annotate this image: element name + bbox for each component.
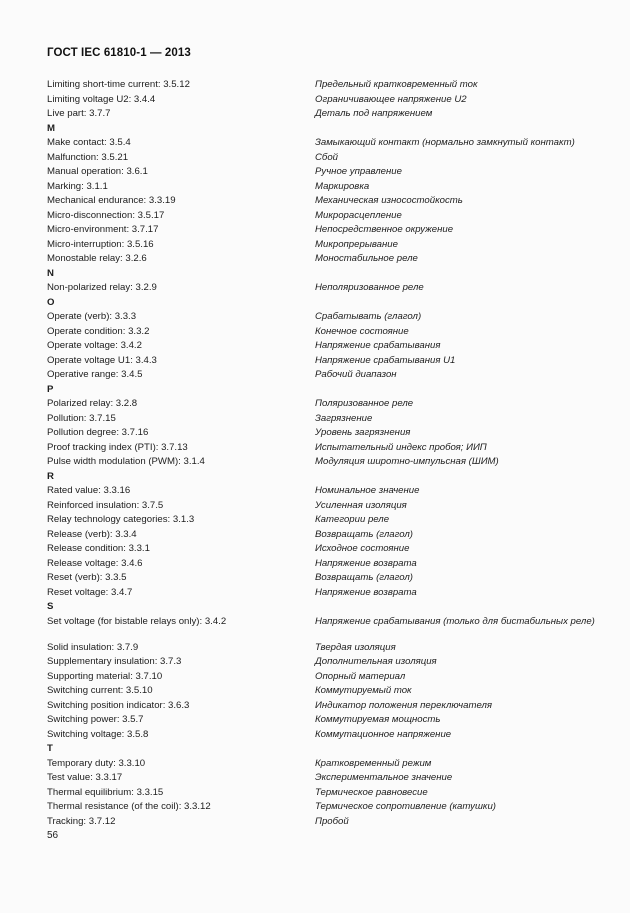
term-russian: Опорный материал <box>315 670 406 682</box>
index-entry <box>47 655 592 670</box>
section-letter: S <box>47 601 54 612</box>
term-russian: Конечное состояние <box>315 325 409 337</box>
term-russian: Механическая износостойкость <box>315 195 463 206</box>
term-russian: Коммутационное напряжение <box>315 728 452 740</box>
term-russian: Твердая изоляция <box>315 641 396 653</box>
term-russian: Исходное состояние <box>315 543 410 554</box>
index-entry <box>47 325 592 340</box>
term-russian: Ограничивающее напряжение U2 <box>315 93 467 105</box>
term-english: Marking: 3.1.1 <box>47 180 108 192</box>
term-russian: Категории реле <box>315 514 390 525</box>
term-english: Non-polarized relay: 3.2.9 <box>47 282 157 293</box>
term-english: Monostable relay: 3.2.6 <box>47 253 147 264</box>
index-entry <box>47 281 592 296</box>
term-russian: Предельный кратковременный ток <box>315 79 478 90</box>
section-letter: T <box>47 743 53 754</box>
index-entry <box>47 397 592 412</box>
index-entry <box>47 151 592 166</box>
term-english: Test value: 3.3.17 <box>47 772 123 783</box>
index-entry <box>47 499 592 514</box>
section-letter-row <box>47 383 592 398</box>
term-english: Malfunction: 3.5.21 <box>47 151 129 163</box>
term-english: Tracking: 3.7.12 <box>47 815 116 827</box>
term-english: Make contact: 3.5.4 <box>47 137 131 148</box>
term-english: Release voltage: 3.4.6 <box>47 557 143 569</box>
term-english: Switching voltage: 3.5.8 <box>47 728 149 740</box>
term-english: Operative range: 3.4.5 <box>47 369 143 380</box>
term-english: Switching power: 3.5.7 <box>47 714 144 725</box>
term-english: Operate voltage: 3.4.2 <box>47 340 142 351</box>
section-letter-row <box>47 267 592 282</box>
term-russian: Деталь под напряжением <box>315 108 433 119</box>
term-english: Proof tracking index (PTI): 3.7.13 <box>47 441 188 453</box>
term-russian: Напряжение возврата <box>315 557 417 569</box>
page-number: 56 <box>47 830 59 841</box>
term-russian: Микропрерывание <box>315 238 398 250</box>
term-russian: Рабочий диапазон <box>315 369 397 380</box>
index-entry <box>47 412 592 427</box>
index-entry <box>47 557 592 572</box>
index-entry <box>47 771 592 786</box>
term-english: Solid insulation: 3.7.9 <box>47 641 139 653</box>
term-english: Live part: 3.7.7 <box>47 108 111 119</box>
term-russian: Замыкающий контакт (нормально замкнутый контакт) <box>315 137 575 148</box>
index-entry <box>47 223 592 238</box>
term-english: Reinforced insulation: 3.7.5 <box>47 499 164 511</box>
index-entry <box>47 238 592 253</box>
term-english: Pollution degree: 3.7.16 <box>47 427 149 438</box>
term-russian: Уровень загрязнения <box>315 427 411 438</box>
section-letter: P <box>47 383 54 395</box>
term-english: Relay technology categories: 3.1.3 <box>47 514 195 525</box>
term-english: Rated value: 3.3.16 <box>47 485 131 496</box>
term-russian: Термическое равновесие <box>315 786 428 798</box>
term-russian: Сбой <box>315 151 338 163</box>
index-entry <box>47 252 592 267</box>
term-russian: Моностабильное реле <box>315 253 418 264</box>
term-english: Limiting voltage U2: 3.4.4 <box>47 93 156 105</box>
term-russian: Термическое сопротивление (катушки) <box>315 801 496 812</box>
index-entry <box>47 528 592 543</box>
term-english: Operate voltage U1: 3.4.3 <box>47 354 157 366</box>
section-letter-row <box>47 470 592 485</box>
index-entry <box>47 800 592 815</box>
term-russian: Индикатор положения переключателя <box>315 699 493 711</box>
index-entry <box>47 728 592 743</box>
term-russian: Напряжение срабатывания <box>315 340 441 351</box>
index-entry <box>47 107 592 122</box>
term-english: Reset (verb): 3.3.5 <box>47 572 127 583</box>
term-english: Polarized relay: 3.2.8 <box>47 398 138 409</box>
term-russian: Непосредственное окружение <box>315 224 454 235</box>
section-letter-row <box>47 600 592 615</box>
section-letter-row <box>47 742 592 757</box>
term-russian: Маркировка <box>315 180 370 192</box>
term-english: Release condition: 3.3.1 <box>47 543 150 554</box>
term-russian: Поляризованное реле <box>315 398 414 409</box>
term-russian: Дополнительная изоляция <box>315 656 437 667</box>
section-letter-row <box>47 296 592 311</box>
term-russian: Коммутируемая мощность <box>315 714 441 725</box>
term-russian: Экспериментальное значение <box>315 772 453 783</box>
index-entry <box>47 426 592 441</box>
term-russian: Модуляция широтно-импульсная (ШИМ) <box>315 456 499 467</box>
index-entry <box>47 339 592 354</box>
index-entry <box>47 684 592 699</box>
index-entry <box>47 713 592 728</box>
index-entry <box>47 441 592 456</box>
index-entries <box>47 78 595 829</box>
index-entry <box>47 310 592 325</box>
page-header: ГОСТ IEC 61810-1 — 2013 <box>47 47 191 59</box>
index-entry <box>47 455 592 470</box>
index-entry <box>47 757 592 772</box>
index-entry <box>47 670 592 685</box>
term-english: Pulse width modulation (PWM): 3.1.4 <box>47 456 205 467</box>
index-entry <box>47 513 592 528</box>
term-russian: Напряжение срабатывания U1 <box>315 354 456 366</box>
term-english: Micro-disconnection: 3.5.17 <box>47 209 165 221</box>
index-entry <box>47 641 592 656</box>
index-entry <box>47 93 592 108</box>
term-english: Pollution: 3.7.15 <box>47 412 116 424</box>
term-english: Release (verb): 3.3.4 <box>47 528 137 540</box>
index-entry <box>47 368 592 383</box>
term-english: Supplementary insulation: 3.7.3 <box>47 656 182 667</box>
term-english: Micro-environment: 3.7.17 <box>47 224 159 235</box>
term-russian: Кратковременный режим <box>315 757 432 769</box>
index-entry <box>47 209 592 224</box>
term-russian: Загрязнение <box>315 412 373 424</box>
term-english: Set voltage (for bistable relays only): 3.4.2 <box>47 615 227 627</box>
index-entry <box>47 571 592 586</box>
section-letter: R <box>47 470 54 482</box>
term-russian: Усиленная изоляция <box>315 499 407 511</box>
index-entry <box>47 180 592 195</box>
term-russian: Номинальное значение <box>315 485 420 496</box>
term-english: Operate condition: 3.3.2 <box>47 325 150 337</box>
term-english: Manual operation: 3.6.1 <box>47 166 148 177</box>
term-english: Switching current: 3.5.10 <box>47 685 153 696</box>
term-russian: Возвращать (глагол) <box>315 528 413 540</box>
index-entry <box>47 615 595 641</box>
term-russian: Ручное управление <box>315 166 402 177</box>
index-entry <box>47 354 592 369</box>
term-english: Thermal resistance (of the coil): 3.3.12 <box>47 801 211 812</box>
term-english: Thermal equilibrium: 3.3.15 <box>47 786 164 798</box>
term-russian: Напряжение возврата <box>315 586 417 598</box>
term-english: Mechanical endurance: 3.3.19 <box>47 195 176 206</box>
term-english: Limiting short-time current: 3.5.12 <box>47 79 190 90</box>
section-letter: O <box>47 296 55 308</box>
index-entry <box>47 194 592 209</box>
term-russian: Возвращать (глагол) <box>315 572 413 583</box>
index-entry <box>47 815 592 830</box>
term-english: Switching position indicator: 3.6.3 <box>47 699 190 711</box>
index-entry <box>47 786 592 801</box>
term-english: Reset voltage: 3.4.7 <box>47 586 133 598</box>
index-entry <box>47 542 592 557</box>
section-letter: N <box>47 267 54 279</box>
term-russian: Испытательный индекс пробоя; ИИП <box>315 441 487 453</box>
term-russian: Напряжение срабатывания (только для бистабильных реле) <box>315 615 595 627</box>
term-english: Micro-interruption: 3.5.16 <box>47 238 154 250</box>
term-english: Supporting material: 3.7.10 <box>47 670 163 682</box>
index-entry <box>47 165 592 180</box>
index-entry <box>47 136 592 151</box>
index-entry <box>47 586 592 601</box>
term-russian: Срабатывать (глагол) <box>315 311 422 322</box>
index-entry <box>47 484 592 499</box>
term-russian: Коммутируемый ток <box>315 685 412 696</box>
term-russian: Пробой <box>315 815 349 827</box>
term-english: Operate (verb): 3.3.3 <box>47 311 137 322</box>
section-letter: M <box>47 122 55 134</box>
index-entry <box>47 699 592 714</box>
term-russian: Неполяризованное реле <box>315 282 424 293</box>
index-entry <box>47 78 592 93</box>
term-english: Temporary duty: 3.3.10 <box>47 757 146 769</box>
term-russian: Микрорасцепление <box>315 209 402 221</box>
section-letter-row <box>47 122 592 137</box>
